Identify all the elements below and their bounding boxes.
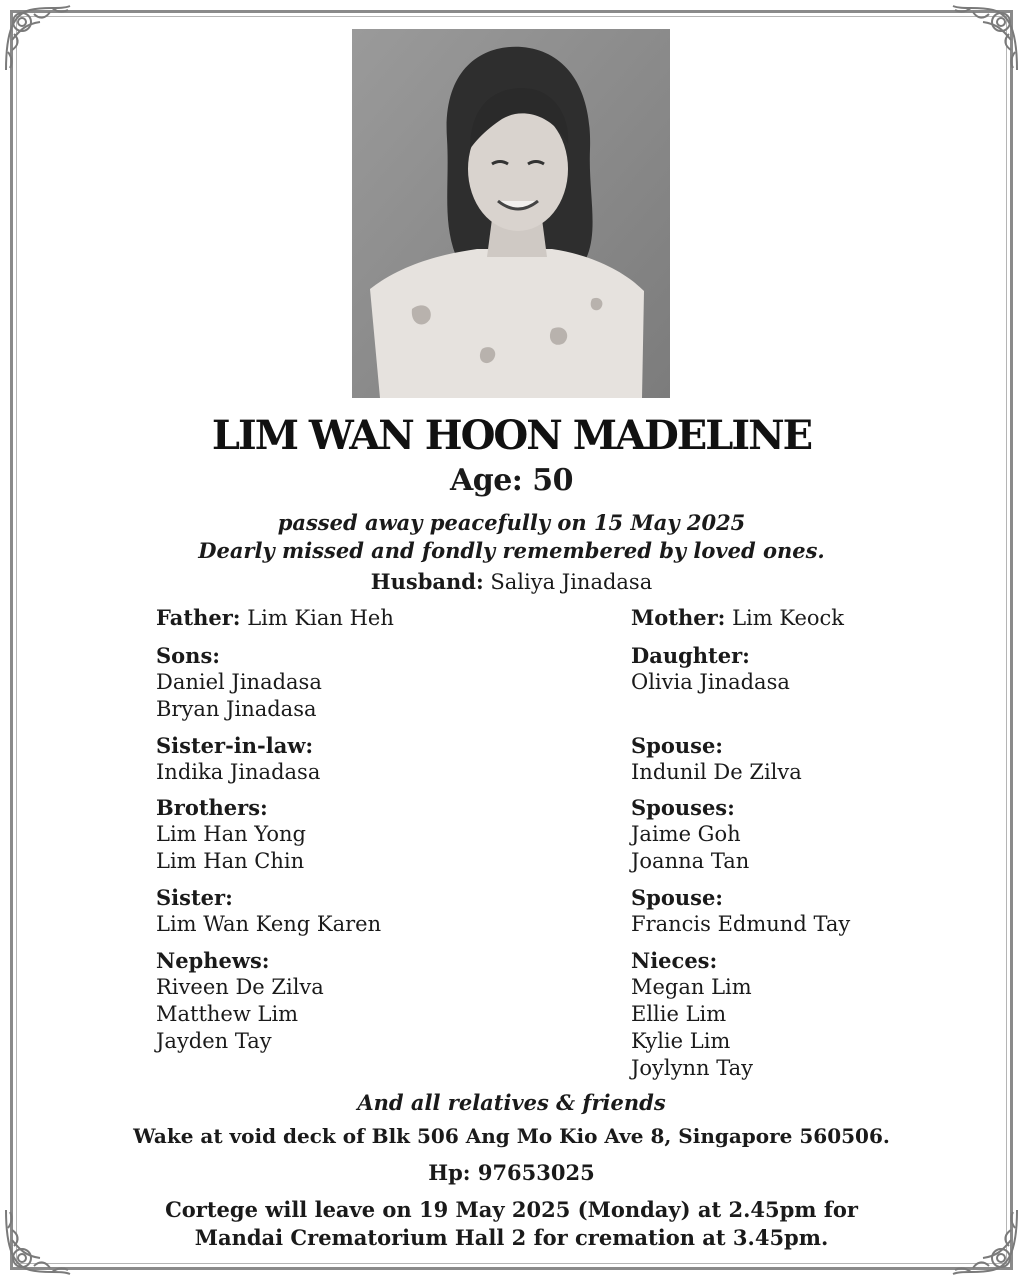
entry-name: Olivia Jinadasa [631, 670, 790, 694]
entry-label: Spouses: [631, 795, 735, 820]
entry-name: Megan Lim [631, 975, 752, 999]
entry-label: Sister: [156, 885, 233, 910]
cortege-line: Cortege will leave on 19 May 2025 (Monday) at 2.45pm for [165, 1197, 858, 1222]
family-entry-sons [156, 642, 322, 723]
entry-label: Father: [156, 605, 241, 630]
entry-label: Sister-in-law: [156, 733, 314, 758]
entry-name: Bryan Jinadasa [156, 697, 317, 721]
entry-name: Lim Han Chin [156, 849, 305, 873]
entry-name: Lim Kian Heh [247, 606, 394, 630]
family-entry-sister [156, 884, 381, 938]
entry-name: Jaime Goh [631, 822, 741, 846]
entry-name: Lim Wan Keng Karen [156, 912, 382, 936]
ornament-corner-icon [949, 0, 1023, 74]
passed-away-line: passed away peacefully on 15 May 2025 [277, 510, 746, 535]
deceased-name: LIM WAN HOON MADELINE [211, 412, 812, 459]
entry-name: Jayden Tay [156, 1029, 272, 1053]
husband-line [0, 569, 1023, 594]
family-entry-spouse [631, 732, 802, 786]
entry-name: Indunil De Zilva [631, 760, 802, 784]
entry-label: Brothers: [156, 795, 268, 820]
entry-label: Sons: [156, 643, 221, 668]
entry-name: Indika Jinadasa [156, 760, 321, 784]
entry-label: Mother: [631, 605, 726, 630]
family-entry-sister-in-law [156, 732, 320, 786]
family-entry-nieces [631, 947, 753, 1082]
entry-name: Kylie Lim [631, 1029, 731, 1053]
wake-address: Wake at void deck of Blk 506 Ang Mo Kio Ave 8, Singapore 560506. [133, 1124, 890, 1148]
cortege-info [0, 1196, 1023, 1252]
remembered-line: Dearly missed and fondly remembered by loved ones. [198, 538, 825, 563]
entry-name: Daniel Jinadasa [156, 670, 322, 694]
entry-label: Nieces: [631, 948, 718, 973]
entry-name: Francis Edmund Tay [631, 912, 851, 936]
entry-label: Spouse: [631, 733, 724, 758]
deceased-age: Age: 50 [449, 463, 574, 498]
family-entry-daughter [631, 642, 790, 696]
family-entry-father [156, 604, 394, 632]
husband-name: Saliya Jinadasa [490, 570, 653, 594]
entry-name: Riveen De Zilva [156, 975, 324, 999]
tagline [0, 509, 1023, 565]
entry-name: Joanna Tan [631, 849, 750, 873]
family-entry-spouse [631, 884, 850, 938]
husband-label: Husband: [370, 569, 484, 594]
contact-phone: Hp: 97653025 [428, 1160, 595, 1185]
family-entry-brothers [156, 794, 306, 875]
entry-label: Nephews: [156, 948, 270, 973]
entry-label: Daughter: [631, 643, 750, 668]
family-entry-mother [631, 604, 844, 632]
entry-name: Lim Han Yong [156, 822, 306, 846]
family-entry-spouses [631, 794, 749, 875]
family-entry-nephews [156, 947, 324, 1055]
entry-name: Joylynn Tay [631, 1056, 753, 1080]
cortege-line: Mandai Crematorium Hall 2 for cremation at 3.45pm. [194, 1225, 829, 1250]
entry-name: Matthew Lim [156, 1002, 299, 1026]
relatives-line: And all relatives & friends [357, 1090, 666, 1115]
ornament-corner-icon [0, 0, 74, 74]
entry-name: Lim Keock [732, 606, 845, 630]
portrait-photo [352, 29, 670, 398]
entry-name: Ellie Lim [631, 1002, 727, 1026]
entry-label: Spouse: [631, 885, 724, 910]
